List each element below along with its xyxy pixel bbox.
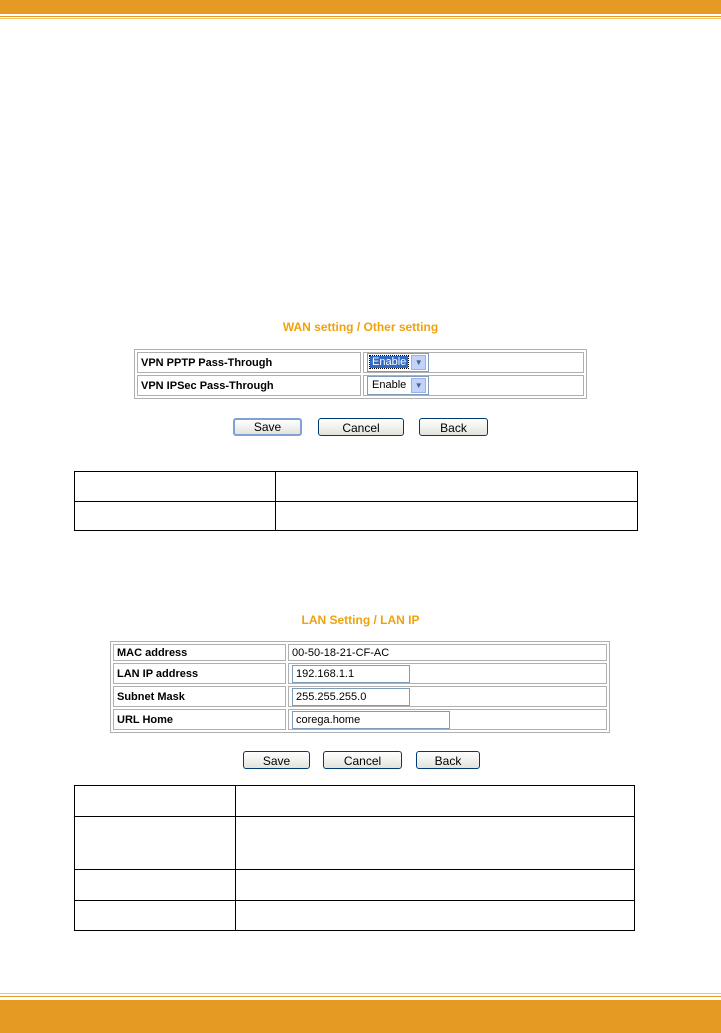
table-cell xyxy=(276,502,638,531)
table-cell xyxy=(276,472,638,502)
table-cell xyxy=(75,472,276,502)
pptp-cell xyxy=(363,352,584,373)
table-row xyxy=(137,352,584,373)
table-cell xyxy=(75,817,236,870)
table-cell xyxy=(236,870,635,901)
table-cell xyxy=(75,901,236,931)
wan-settings-table xyxy=(134,349,587,399)
header-rule xyxy=(0,16,721,17)
lan-description-table xyxy=(74,785,635,931)
wan-back-button[interactable]: Back xyxy=(419,418,488,436)
table-cell xyxy=(236,786,635,817)
pptp-select[interactable] xyxy=(367,353,429,372)
lan-save-button[interactable]: Save xyxy=(243,751,310,769)
wan-cancel-button[interactable]: Cancel xyxy=(318,418,404,436)
lan-ip-cell xyxy=(288,663,607,684)
table-cell xyxy=(75,786,236,817)
ipsec-label: VPN IPSec Pass-Through xyxy=(137,375,361,396)
subnet-mask-label: Subnet Mask xyxy=(113,686,286,707)
footer-band xyxy=(0,1000,721,1033)
pptp-select-value: Enable xyxy=(372,356,407,368)
table-row xyxy=(75,870,635,901)
header-rule-light xyxy=(0,18,721,19)
footer-rule-light xyxy=(0,993,721,994)
table-row xyxy=(113,686,607,707)
table-row xyxy=(113,709,607,730)
mac-value: 00-50-18-21-CF-AC xyxy=(288,644,607,661)
subnet-mask-cell xyxy=(288,686,607,707)
ipsec-select[interactable] xyxy=(367,376,429,395)
ipsec-select-value: Enable xyxy=(372,379,407,391)
table-cell xyxy=(75,502,276,531)
ipsec-cell xyxy=(363,375,584,396)
lan-ip-input[interactable]: 192.168.1.1 xyxy=(292,665,410,683)
wan-description-table xyxy=(74,471,638,531)
url-home-input[interactable]: corega.home xyxy=(292,711,450,729)
table-row xyxy=(113,663,607,684)
url-home-label: URL Home xyxy=(113,709,286,730)
chevron-down-icon[interactable]: ▼ xyxy=(411,378,426,393)
mac-label: MAC address xyxy=(113,644,286,661)
table-row xyxy=(75,502,638,531)
footer-rule xyxy=(0,996,721,997)
lan-back-button[interactable]: Back xyxy=(416,751,480,769)
table-row xyxy=(75,472,638,502)
lan-ip-label: LAN IP address xyxy=(113,663,286,684)
chevron-down-icon[interactable]: ▼ xyxy=(411,355,426,370)
table-row xyxy=(75,786,635,817)
pptp-label: VPN PPTP Pass-Through xyxy=(137,352,361,373)
table-row xyxy=(75,901,635,931)
subnet-mask-input[interactable]: 255.255.255.0 xyxy=(292,688,410,706)
table-cell xyxy=(236,901,635,931)
lan-section-title: LAN Setting / LAN IP xyxy=(301,613,420,627)
url-home-cell xyxy=(288,709,607,730)
table-row xyxy=(137,375,584,396)
table-cell xyxy=(75,870,236,901)
table-row xyxy=(75,817,635,870)
header-band xyxy=(0,0,721,14)
lan-cancel-button[interactable]: Cancel xyxy=(323,751,402,769)
table-cell xyxy=(236,817,635,870)
lan-settings-table xyxy=(110,641,610,733)
table-row xyxy=(113,644,607,661)
wan-save-button[interactable]: Save xyxy=(233,418,302,436)
wan-section-title: WAN setting / Other setting xyxy=(282,320,439,334)
